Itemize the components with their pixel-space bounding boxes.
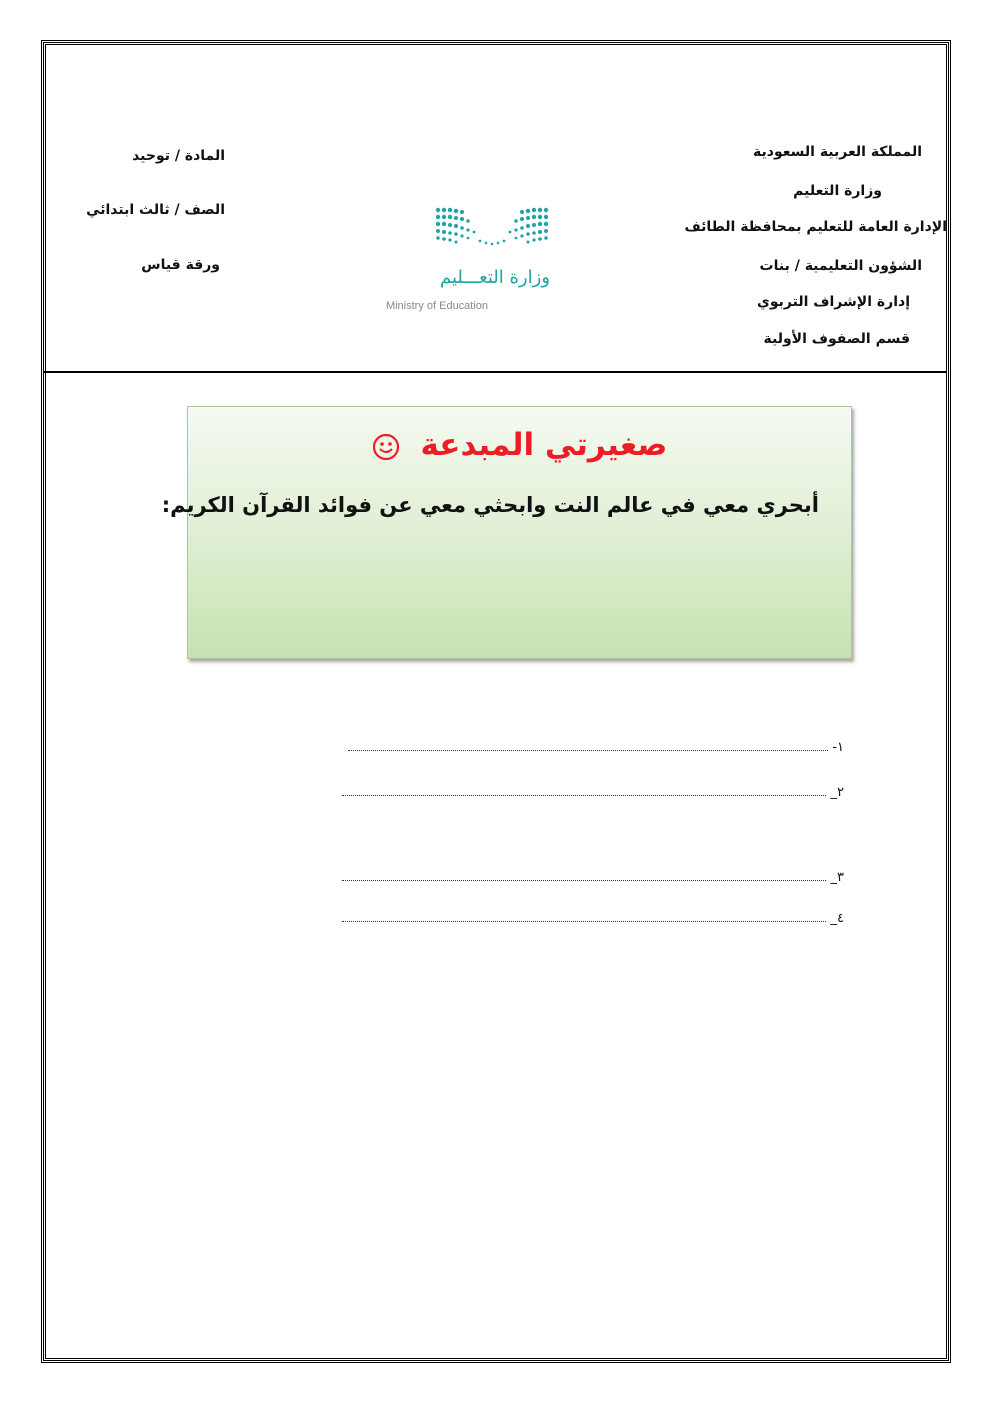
answer-blank[interactable] bbox=[342, 785, 826, 796]
primary-grades-section: قسم الصفوف الأولية bbox=[763, 331, 910, 347]
logo-dots-icon bbox=[436, 208, 548, 246]
answer-number: ٤_ bbox=[830, 911, 844, 926]
logo-arabic-text: وزارة التعـــليم bbox=[439, 267, 551, 288]
ministry-name: وزارة التعليم bbox=[793, 183, 882, 199]
banner-prompt: أبحري معي في عالم النت وابحثي معي عن فوائد القرآن الكريم: bbox=[161, 493, 819, 517]
header-divider bbox=[44, 371, 946, 373]
worksheet-type-label: ورقة قياس bbox=[141, 257, 220, 273]
activity-banner bbox=[161, 406, 852, 659]
logo-english-text: Ministry of Education bbox=[385, 300, 489, 312]
answer-line-4[interactable] bbox=[342, 911, 844, 926]
educational-affairs: الشؤون التعليمية / بنات bbox=[759, 258, 922, 274]
banner-title bbox=[188, 427, 851, 463]
answer-line-3[interactable] bbox=[342, 870, 844, 885]
answer-blank[interactable] bbox=[342, 870, 826, 881]
answer-number: ٢_ bbox=[830, 785, 844, 800]
ministry-of-education-logo bbox=[365, 205, 565, 315]
general-administration: الإدارة العامة للتعليم بمحافظة الطائف bbox=[684, 219, 947, 235]
subject-label: المادة / توحيد bbox=[132, 148, 225, 164]
answer-line-2[interactable] bbox=[342, 785, 844, 800]
answer-line-1[interactable] bbox=[348, 740, 844, 755]
supervision-department: إدارة الإشراف التربوي bbox=[757, 294, 910, 310]
answer-number: ١- bbox=[832, 740, 844, 755]
country-name: المملكة العربية السعودية bbox=[753, 144, 922, 160]
grade-label: الصف / ثالث ابتدائي bbox=[86, 202, 225, 218]
banner-title-text: صغيرتي المبدعة bbox=[420, 427, 668, 463]
answer-blank[interactable] bbox=[348, 740, 828, 751]
answer-blank[interactable] bbox=[342, 911, 826, 922]
smiley-icon bbox=[372, 433, 400, 461]
answer-number: ٣_ bbox=[830, 870, 844, 885]
